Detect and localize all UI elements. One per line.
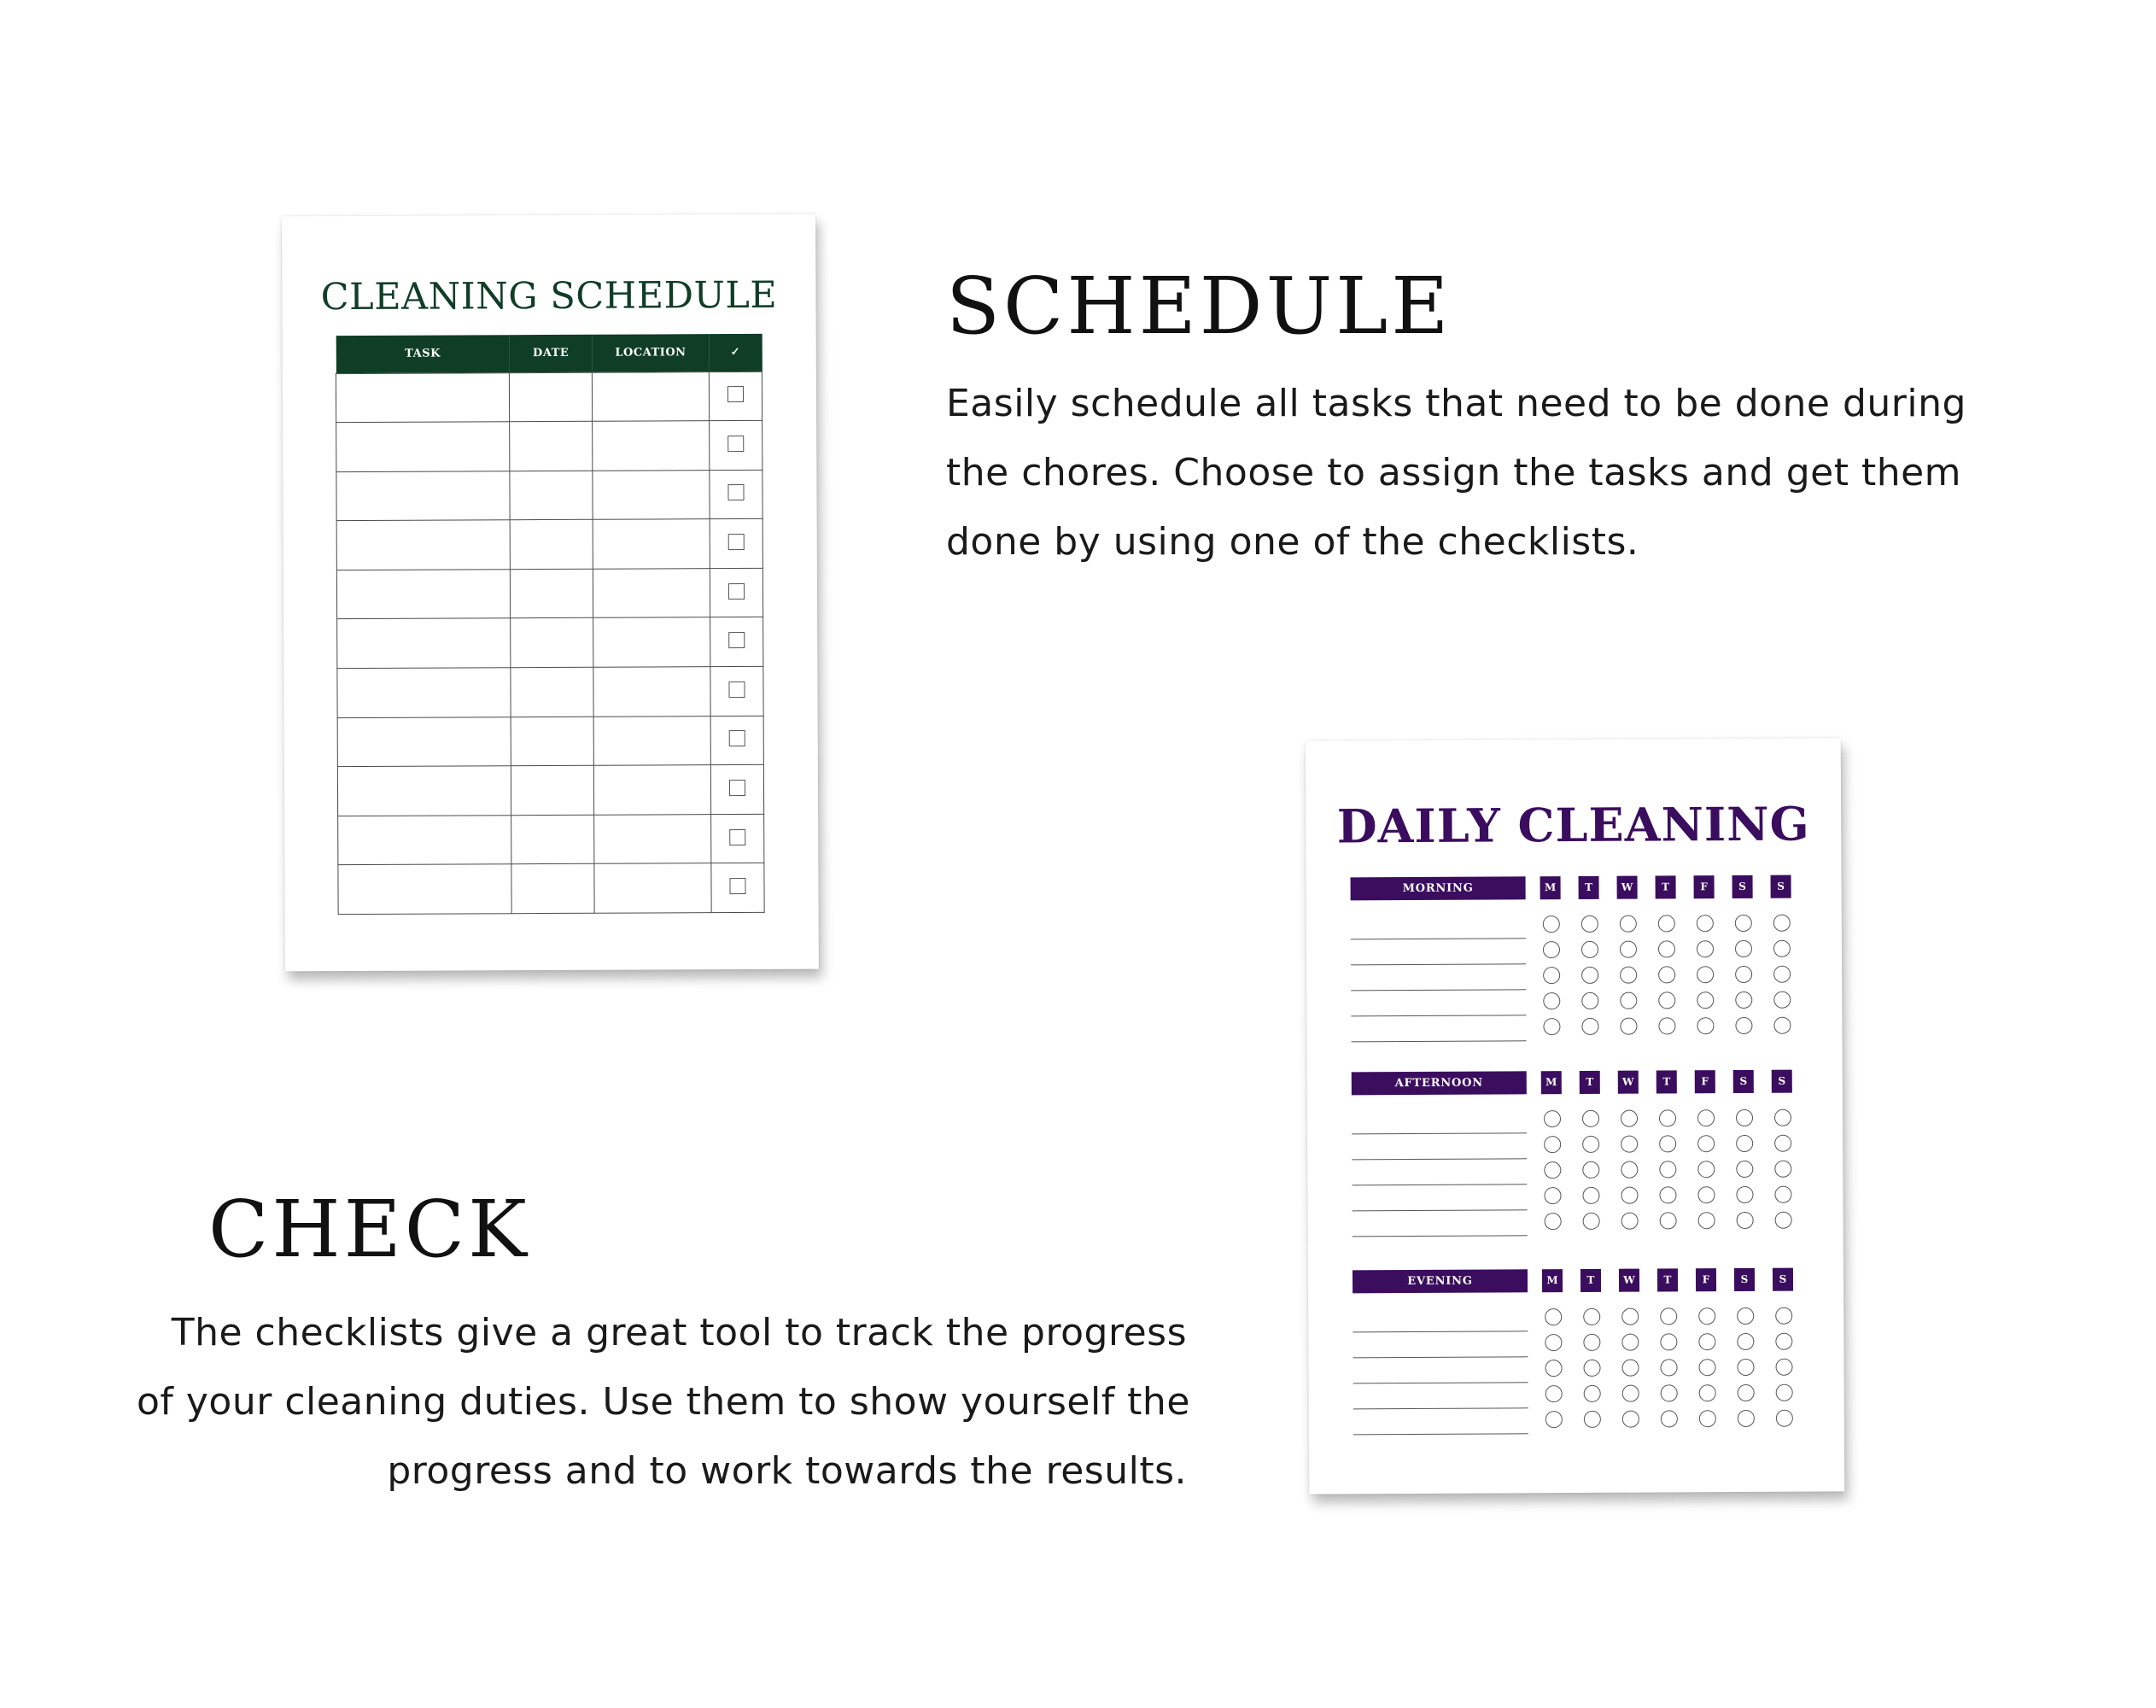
check-circle[interactable] [1737, 1307, 1754, 1325]
task-cell[interactable] [336, 520, 511, 570]
check-circle[interactable] [1658, 1017, 1675, 1034]
checkbox[interactable] [729, 730, 745, 746]
check-cell [710, 421, 762, 471]
schedule-row [337, 765, 763, 816]
check-circle[interactable] [1583, 1334, 1600, 1351]
check-circle[interactable] [1775, 1359, 1792, 1376]
check-circle[interactable] [1581, 915, 1598, 933]
daily-cleaning-sheet [1306, 738, 1845, 1494]
check-circle[interactable] [1660, 1359, 1677, 1376]
check-circle[interactable] [1621, 1187, 1638, 1204]
check-circle[interactable] [1736, 1186, 1753, 1203]
check-circle[interactable] [1621, 1334, 1639, 1351]
check-circle[interactable] [1774, 1109, 1791, 1126]
check-circle[interactable] [1698, 1359, 1715, 1376]
location-cell[interactable] [593, 519, 710, 569]
column-header-date: DATE [510, 335, 593, 372]
check-circle[interactable] [1775, 1212, 1792, 1229]
check-circle[interactable] [1773, 991, 1791, 1009]
day-header: W [1618, 1071, 1639, 1094]
column-header-task: TASK [336, 335, 510, 373]
check-circle[interactable] [1582, 1136, 1599, 1153]
check-circle[interactable] [1776, 1410, 1793, 1427]
check-circle[interactable] [1737, 1333, 1754, 1350]
check-circle[interactable] [1736, 1135, 1753, 1152]
check-circle[interactable] [1774, 1135, 1791, 1152]
day-header: T [1657, 1268, 1678, 1291]
day-header: F [1695, 1070, 1715, 1093]
check-circle[interactable] [1581, 992, 1598, 1009]
check-circle[interactable] [1582, 1110, 1599, 1127]
check-circle[interactable] [1774, 1161, 1791, 1178]
schedule-row [337, 666, 763, 717]
check-circle[interactable] [1661, 1410, 1678, 1427]
check-cell [711, 814, 764, 863]
check-circle[interactable] [1660, 1307, 1677, 1325]
check-circle[interactable] [1697, 1161, 1715, 1178]
check-circle[interactable] [1735, 915, 1752, 932]
check-circle[interactable] [1659, 1161, 1676, 1178]
check-circle[interactable] [1581, 967, 1598, 984]
section-morning [1351, 875, 1803, 896]
day-header: T [1656, 875, 1676, 898]
day-header: M [1542, 1269, 1563, 1292]
day-header: T [1656, 1070, 1677, 1093]
day-headers [1542, 1268, 1793, 1293]
check-circle[interactable] [1738, 1410, 1755, 1427]
check-circle[interactable] [1697, 966, 1714, 983]
check-cell [710, 568, 762, 617]
task-cell[interactable] [338, 864, 512, 914]
check-circle[interactable] [1773, 915, 1791, 932]
schedule-row [336, 371, 762, 423]
task-cell[interactable] [338, 816, 512, 865]
check-circle[interactable] [1698, 1333, 1715, 1350]
location-cell[interactable] [593, 421, 710, 471]
location-cell[interactable] [593, 569, 710, 618]
write-line[interactable] [1352, 1133, 1527, 1160]
day-header: T [1580, 1071, 1600, 1094]
check-cell [709, 371, 762, 421]
check-circle[interactable] [1620, 915, 1637, 933]
check-circle[interactable] [1697, 1017, 1714, 1034]
checkbox[interactable] [727, 386, 744, 402]
write-lines [1352, 1108, 1528, 1237]
check-circle[interactable] [1621, 1213, 1639, 1230]
write-line[interactable] [1352, 1159, 1527, 1185]
check-circle[interactable] [1545, 1385, 1563, 1402]
schedule-description [946, 369, 1966, 576]
write-line[interactable] [1351, 939, 1526, 965]
day-header: S [1773, 1268, 1793, 1291]
check-circle[interactable] [1582, 1187, 1599, 1204]
check-circle[interactable] [1658, 991, 1675, 1009]
check-circle[interactable] [1545, 1360, 1562, 1377]
column-header-check: ✓ [709, 334, 762, 371]
checkbox-circle-grid [1544, 1109, 1792, 1231]
schedule-description-line: the chores. Choose to assign the tasks and get them [946, 451, 1962, 494]
check-circle[interactable] [1544, 1110, 1561, 1127]
check-circle[interactable] [1697, 1135, 1715, 1152]
schedule-row [337, 716, 763, 767]
check-circle[interactable] [1545, 1308, 1562, 1325]
write-line[interactable] [1353, 1306, 1528, 1332]
date-cell[interactable] [510, 471, 593, 520]
check-heading: CHECK [208, 1184, 530, 1275]
check-circle[interactable] [1735, 991, 1752, 1009]
checkbox-circle-grid [1543, 915, 1791, 1036]
schedule-row [336, 519, 762, 570]
check-circle[interactable] [1544, 1161, 1561, 1179]
task-cell[interactable] [336, 570, 511, 619]
checkbox[interactable] [729, 780, 745, 796]
day-header: T [1580, 1269, 1601, 1292]
schedule-row [338, 863, 764, 915]
schedule-rows [336, 371, 764, 915]
check-circle[interactable] [1544, 1136, 1561, 1153]
check-circle[interactable] [1735, 966, 1752, 983]
date-cell[interactable] [511, 766, 594, 816]
check-circle[interactable] [1737, 1359, 1754, 1376]
location-cell[interactable] [593, 371, 710, 421]
checkbox[interactable] [728, 534, 745, 550]
day-header: M [1540, 876, 1561, 899]
check-circle[interactable] [1621, 1308, 1639, 1325]
section-evening [1353, 1268, 1805, 1289]
check-circle[interactable] [1735, 940, 1752, 957]
write-line[interactable] [1351, 913, 1526, 939]
check-cell [711, 863, 764, 913]
check-circle[interactable] [1543, 915, 1560, 933]
schedule-row [336, 421, 762, 472]
check-circle[interactable] [1621, 1360, 1639, 1377]
day-header: F [1694, 875, 1715, 898]
check-circle[interactable] [1660, 1212, 1677, 1229]
write-line[interactable] [1351, 990, 1526, 1016]
check-circle[interactable] [1584, 1411, 1601, 1428]
check-circle[interactable] [1661, 1384, 1678, 1401]
day-header: T [1579, 876, 1599, 899]
check-circle[interactable] [1543, 967, 1560, 984]
schedule-description-line: done by using one of the checklists. [946, 520, 1639, 564]
section-label-evening: EVENING [1353, 1269, 1528, 1293]
day-header: F [1696, 1268, 1716, 1291]
check-circle[interactable] [1773, 1017, 1791, 1034]
check-circle[interactable] [1621, 1136, 1638, 1153]
day-header: W [1617, 876, 1638, 899]
check-circle[interactable] [1773, 940, 1791, 957]
check-cell [710, 716, 763, 765]
location-cell[interactable] [594, 863, 711, 913]
checkbox[interactable] [730, 878, 746, 894]
write-line[interactable] [1353, 1383, 1528, 1409]
day-header: S [1771, 875, 1791, 898]
check-cell [710, 765, 763, 815]
section-label-morning: MORNING [1351, 876, 1526, 900]
location-cell[interactable] [593, 617, 710, 667]
schedule-heading: SCHEDULE [946, 260, 1452, 352]
check-circle[interactable] [1583, 1360, 1600, 1377]
write-line[interactable] [1352, 1184, 1527, 1211]
check-circle[interactable] [1544, 1187, 1561, 1204]
task-cell[interactable] [337, 717, 511, 766]
check-circle[interactable] [1620, 992, 1637, 1009]
day-header: S [1734, 1268, 1755, 1291]
cleaning-schedule-table [336, 334, 765, 915]
date-cell[interactable] [511, 520, 593, 570]
date-cell[interactable] [511, 667, 593, 717]
check-circle[interactable] [1545, 1213, 1562, 1230]
checkbox[interactable] [729, 681, 745, 698]
check-circle[interactable] [1736, 1161, 1753, 1178]
check-circle[interactable] [1660, 1333, 1677, 1350]
check-circle[interactable] [1736, 1109, 1753, 1126]
checkbox-circle-grid [1545, 1307, 1793, 1429]
schedule-header-row [336, 334, 762, 373]
checkbox[interactable] [727, 436, 744, 452]
check-circle[interactable] [1581, 1018, 1598, 1035]
check-circle[interactable] [1659, 1135, 1676, 1152]
schedule-row [337, 617, 763, 669]
check-circle[interactable] [1697, 1109, 1715, 1126]
column-header-location: LOCATION [592, 334, 709, 372]
check-circle[interactable] [1621, 1110, 1638, 1127]
check-circle[interactable] [1545, 1334, 1562, 1351]
day-header: M [1541, 1071, 1562, 1094]
check-circle[interactable] [1697, 915, 1714, 932]
check-circle[interactable] [1699, 1384, 1716, 1401]
check-circle[interactable] [1775, 1333, 1792, 1350]
write-line[interactable] [1353, 1408, 1528, 1435]
write-line[interactable] [1352, 1108, 1527, 1134]
check-circle[interactable] [1620, 1018, 1637, 1035]
location-cell[interactable] [594, 765, 711, 815]
write-line[interactable] [1353, 1331, 1528, 1358]
check-circle[interactable] [1698, 1212, 1715, 1229]
schedule-row [336, 470, 762, 521]
check-circle[interactable] [1697, 940, 1714, 957]
task-cell[interactable] [336, 471, 511, 520]
location-cell[interactable] [593, 470, 710, 519]
daily-cleaning-title: DAILY CLEANING [1336, 796, 1810, 854]
write-lines [1353, 1306, 1528, 1435]
location-cell[interactable] [593, 716, 710, 765]
section-label-afternoon: AFTERNOON [1352, 1071, 1527, 1095]
check-circle[interactable] [1658, 915, 1675, 932]
location-cell[interactable] [594, 815, 711, 864]
write-line[interactable] [1351, 964, 1526, 991]
check-circle[interactable] [1737, 1212, 1754, 1229]
date-cell[interactable] [510, 372, 593, 422]
write-line[interactable] [1353, 1357, 1528, 1383]
check-description [137, 1298, 1190, 1506]
check-cell [710, 666, 763, 716]
checkbox[interactable] [728, 632, 745, 648]
check-circle[interactable] [1582, 1161, 1599, 1179]
check-circle[interactable] [1774, 1186, 1791, 1203]
task-cell[interactable] [337, 766, 511, 816]
day-header: S [1733, 1070, 1754, 1093]
date-cell[interactable] [511, 618, 593, 668]
schedule-row [336, 568, 762, 619]
checkbox[interactable] [728, 583, 745, 600]
checkbox[interactable] [729, 829, 745, 845]
check-circle[interactable] [1773, 966, 1791, 983]
check-circle[interactable] [1543, 992, 1560, 1009]
task-cell[interactable] [337, 668, 511, 717]
check-circle[interactable] [1697, 991, 1714, 1009]
cleaning-schedule-title: CLEANING SCHEDULE [320, 273, 778, 319]
check-circle[interactable] [1584, 1385, 1601, 1402]
check-circle[interactable] [1583, 1213, 1600, 1230]
task-cell[interactable] [337, 618, 511, 668]
check-circle[interactable] [1658, 966, 1675, 983]
check-circle[interactable] [1658, 940, 1675, 957]
check-circle[interactable] [1545, 1411, 1563, 1428]
write-lines [1351, 913, 1527, 1042]
check-circle[interactable] [1581, 941, 1598, 958]
day-headers [1541, 1070, 1792, 1095]
date-cell[interactable] [511, 569, 593, 618]
date-cell[interactable] [510, 421, 593, 471]
check-circle[interactable] [1738, 1384, 1755, 1401]
task-cell[interactable] [336, 372, 510, 422]
check-circle[interactable] [1620, 941, 1637, 958]
date-cell[interactable] [511, 864, 594, 914]
schedule-description-line: Easily schedule all tasks that need to be done during [946, 382, 1966, 425]
day-headers [1540, 875, 1791, 900]
check-cell [710, 617, 763, 667]
day-header: W [1619, 1269, 1639, 1292]
schedule-row [338, 814, 764, 865]
check-cell [710, 519, 762, 569]
check-circle[interactable] [1775, 1307, 1792, 1325]
check-circle[interactable] [1620, 967, 1637, 984]
cleaning-schedule-sheet [282, 214, 819, 972]
checkbox[interactable] [727, 484, 744, 500]
check-circle[interactable] [1622, 1385, 1639, 1402]
day-header: S [1732, 875, 1753, 898]
check-circle[interactable] [1698, 1307, 1715, 1325]
check-circle[interactable] [1659, 1186, 1676, 1203]
day-header: S [1772, 1070, 1792, 1093]
check-circle[interactable] [1776, 1384, 1793, 1401]
check-description-line: progress and to work towards the results. [387, 1449, 1187, 1493]
check-circle[interactable] [1735, 1017, 1752, 1034]
check-circle[interactable] [1543, 1018, 1560, 1035]
check-description-line: of your cleaning duties. Use them to show yourself the [137, 1380, 1190, 1424]
date-cell[interactable] [511, 717, 594, 766]
write-line[interactable] [1351, 1015, 1526, 1042]
check-description-line: The checklists give a great tool to track the progress [171, 1311, 1187, 1354]
check-cell [710, 470, 762, 519]
section-afternoon [1352, 1070, 1804, 1091]
check-circle[interactable] [1543, 941, 1560, 958]
date-cell[interactable] [511, 815, 594, 864]
check-circle[interactable] [1583, 1308, 1600, 1325]
check-circle[interactable] [1697, 1186, 1715, 1203]
check-circle[interactable] [1622, 1411, 1639, 1428]
check-circle[interactable] [1621, 1161, 1638, 1179]
task-cell[interactable] [336, 422, 511, 471]
write-line[interactable] [1353, 1210, 1528, 1237]
check-circle[interactable] [1659, 1109, 1676, 1126]
check-circle[interactable] [1699, 1410, 1716, 1427]
location-cell[interactable] [593, 667, 710, 717]
